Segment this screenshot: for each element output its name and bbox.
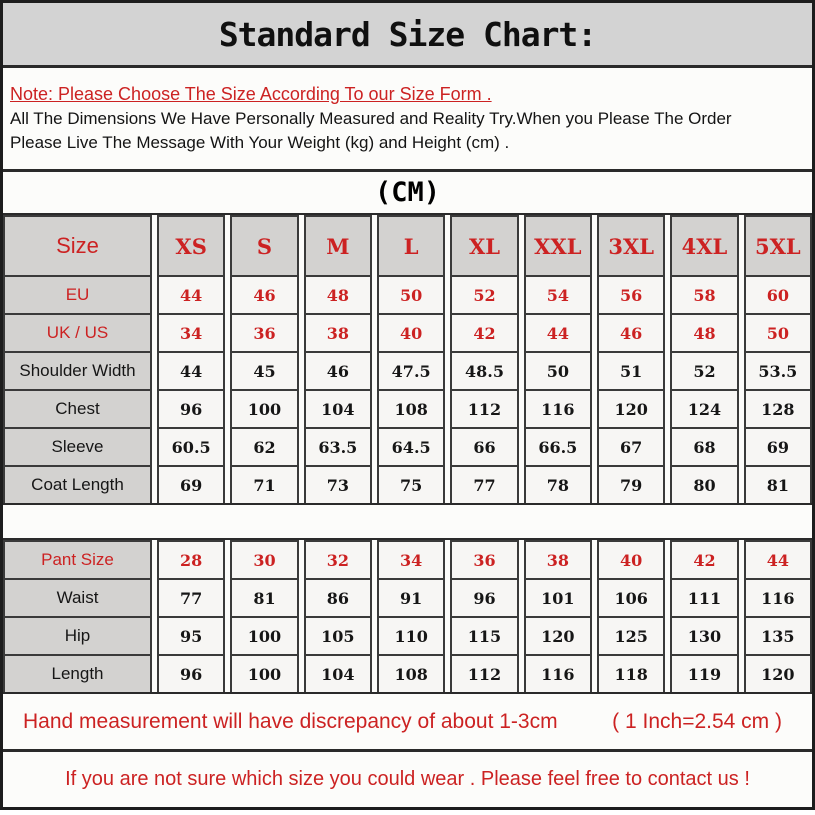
size-value-eu: 48 [304,275,372,313]
size-value-waist: 111 [670,578,738,616]
size-value-pant-size: 38 [524,540,592,578]
row-label-eu: EU [3,275,152,313]
size-value-coat-length: 79 [597,465,665,503]
size-value-waist: 86 [304,578,372,616]
size-column-header: Size [3,215,152,275]
size-value-sleeve: 63.5 [304,427,372,465]
row-label-sleeve: Sleeve [3,427,152,465]
size-value-uk-us: 34 [157,313,225,351]
size-value-chest: 128 [744,389,812,427]
row-label-uk-us: UK / US [3,313,152,351]
column-header-l: L [377,215,445,275]
size-value-hip: 135 [744,616,812,654]
size-value-chest: 104 [304,389,372,427]
size-value-eu: 56 [597,275,665,313]
size-value-sleeve: 66.5 [524,427,592,465]
size-value-eu: 58 [670,275,738,313]
size-value-hip: 125 [597,616,665,654]
size-value-waist: 116 [744,578,812,616]
size-value-uk-us: 38 [304,313,372,351]
size-value-shoulder-width: 46 [304,351,372,389]
table-spacer [3,503,812,540]
size-value-shoulder-width: 48.5 [450,351,518,389]
column-header-m: M [304,215,372,275]
size-value-eu: 50 [377,275,445,313]
size-value-hip: 115 [450,616,518,654]
size-value-uk-us: 48 [670,313,738,351]
row-label-shoulder-width: Shoulder Width [3,351,152,389]
row-label-coat-length: Coat Length [3,465,152,503]
size-value-coat-length: 75 [377,465,445,503]
page-title: Standard Size Chart: [218,14,597,54]
size-value-sleeve: 64.5 [377,427,445,465]
contact-note-bar [3,749,812,807]
size-value-coat-length: 80 [670,465,738,503]
size-value-eu: 46 [230,275,298,313]
size-value-sleeve: 62 [230,427,298,465]
size-value-pant-size: 34 [377,540,445,578]
size-value-hip: 100 [230,616,298,654]
size-value-coat-length: 78 [524,465,592,503]
size-value-length: 108 [377,654,445,692]
size-value-pant-size: 44 [744,540,812,578]
size-value-uk-us: 36 [230,313,298,351]
size-value-hip: 120 [524,616,592,654]
size-value-length: 96 [157,654,225,692]
size-value-chest: 100 [230,389,298,427]
note-section [3,68,812,172]
column-header-s: S [230,215,298,275]
note-body-line-2: Please Live The Message With Your Weight (kg) and Height (cm) . [10,132,510,152]
unit-label: (CM) [374,177,441,208]
size-value-length: 100 [230,654,298,692]
size-value-waist: 106 [597,578,665,616]
size-value-waist: 101 [524,578,592,616]
title-bar [3,3,812,68]
measurement-note: Hand measurement will have discrepancy of about 1-3cm [23,709,558,733]
size-value-hip: 110 [377,616,445,654]
measurement-note-bar [3,692,812,749]
size-value-length: 116 [524,654,592,692]
size-value-eu: 54 [524,275,592,313]
size-value-shoulder-width: 51 [597,351,665,389]
size-value-sleeve: 60.5 [157,427,225,465]
size-value-pant-size: 28 [157,540,225,578]
size-value-pant-size: 30 [230,540,298,578]
size-value-waist: 91 [377,578,445,616]
size-value-shoulder-width: 52 [670,351,738,389]
size-table-upper [3,215,812,503]
size-value-uk-us: 46 [597,313,665,351]
size-value-length: 112 [450,654,518,692]
size-value-shoulder-width: 44 [157,351,225,389]
size-value-waist: 96 [450,578,518,616]
size-value-coat-length: 77 [450,465,518,503]
size-value-sleeve: 67 [597,427,665,465]
column-header-xl: XL [450,215,518,275]
note-body-line-1: All The Dimensions We Have Personally Measured and Reality Try.When you Please The Order [10,109,732,129]
column-header-4xl: 4XL [670,215,738,275]
size-value-pant-size: 32 [304,540,372,578]
size-value-length: 118 [597,654,665,692]
size-value-uk-us: 40 [377,313,445,351]
size-value-uk-us: 50 [744,313,812,351]
size-value-pant-size: 40 [597,540,665,578]
size-value-shoulder-width: 45 [230,351,298,389]
size-value-uk-us: 44 [524,313,592,351]
size-value-eu: 52 [450,275,518,313]
size-value-pant-size: 42 [670,540,738,578]
size-value-coat-length: 81 [744,465,812,503]
size-value-hip: 95 [157,616,225,654]
row-label-waist: Waist [3,578,152,616]
size-value-uk-us: 42 [450,313,518,351]
size-value-chest: 108 [377,389,445,427]
size-value-pant-size: 36 [450,540,518,578]
row-label-pant-size: Pant Size [3,540,152,578]
size-value-sleeve: 69 [744,427,812,465]
size-value-chest: 112 [450,389,518,427]
size-value-shoulder-width: 53.5 [744,351,812,389]
size-value-sleeve: 68 [670,427,738,465]
size-value-chest: 96 [157,389,225,427]
size-table-lower [3,540,812,692]
size-value-coat-length: 73 [304,465,372,503]
row-label-chest: Chest [3,389,152,427]
size-value-waist: 77 [157,578,225,616]
column-header-5xl: 5XL [744,215,812,275]
size-value-hip: 130 [670,616,738,654]
size-value-eu: 44 [157,275,225,313]
row-label-hip: Hip [3,616,152,654]
size-value-length: 104 [304,654,372,692]
size-value-shoulder-width: 47.5 [377,351,445,389]
note-headline: Note: Please Choose The Size According To our Size Form . [10,84,492,104]
inch-conversion-note: ( 1 Inch=2.54 cm ) [612,709,782,733]
column-header-3xl: 3XL [597,215,665,275]
size-value-shoulder-width: 50 [524,351,592,389]
size-value-length: 119 [670,654,738,692]
size-value-waist: 81 [230,578,298,616]
size-value-eu: 60 [744,275,812,313]
size-value-chest: 116 [524,389,592,427]
size-value-coat-length: 69 [157,465,225,503]
row-label-length: Length [3,654,152,692]
column-header-xxl: XXL [524,215,592,275]
size-value-sleeve: 66 [450,427,518,465]
size-value-coat-length: 71 [230,465,298,503]
size-value-chest: 124 [670,389,738,427]
size-value-length: 120 [744,654,812,692]
size-value-hip: 105 [304,616,372,654]
unit-band [3,172,812,215]
contact-note: If you are not sure which size you could wear . Please feel free to contact us ! [65,768,750,790]
size-value-chest: 120 [597,389,665,427]
column-header-xs: XS [157,215,225,275]
